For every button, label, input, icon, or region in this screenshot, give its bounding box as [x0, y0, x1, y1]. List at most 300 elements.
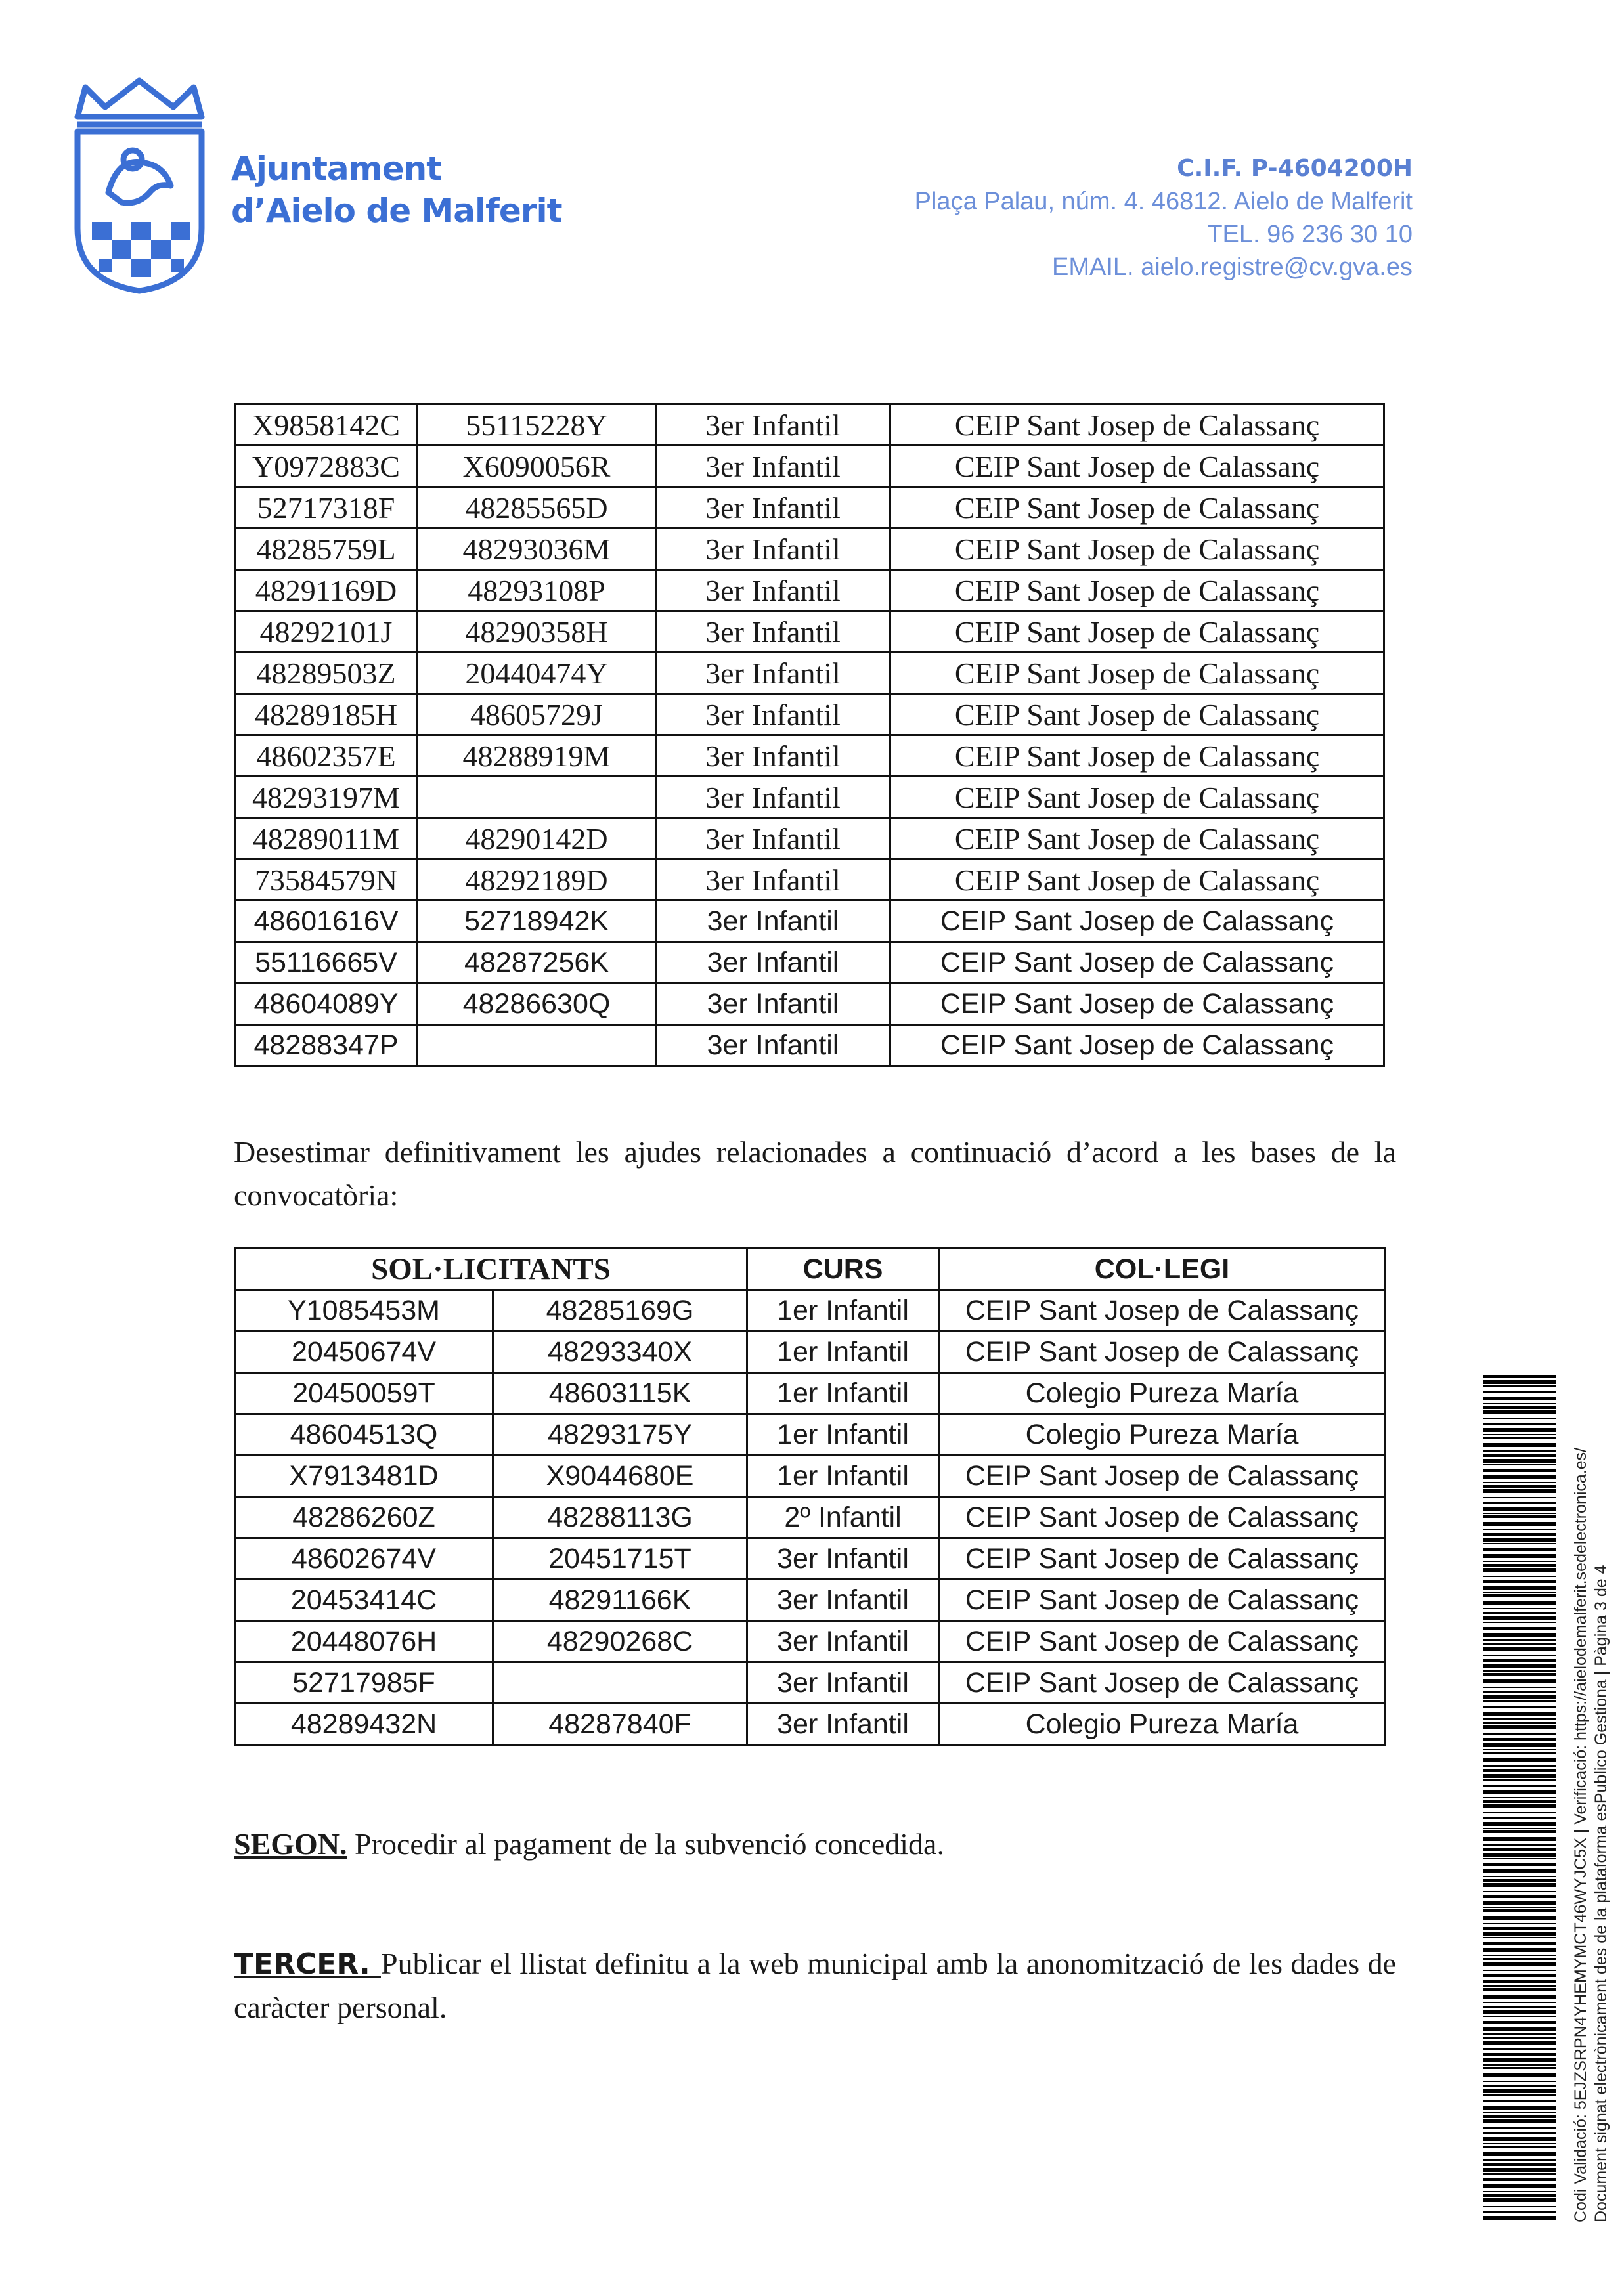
barcode-bar — [1483, 1639, 1556, 1641]
barcode-bar — [1483, 1844, 1556, 1846]
barcode-bar — [1483, 1608, 1556, 1609]
barcode-bar — [1483, 2053, 1556, 2056]
course-cell: 3er Infantil — [656, 611, 890, 653]
applicant-id-2-cell: 52718942K — [418, 901, 656, 942]
applicant-id-2-cell: 48293340X — [493, 1332, 747, 1373]
course-cell: 3er Infantil — [747, 1580, 939, 1621]
applicant-id-1-cell: 48602357E — [235, 735, 418, 777]
table-row — [235, 1332, 1386, 1373]
barcode-bar — [1483, 2016, 1556, 2017]
applicant-id-1-cell: 48289503Z — [235, 653, 418, 694]
barcode-bar — [1483, 1548, 1556, 1551]
applicant-id-2-cell: 48287256K — [418, 942, 656, 984]
course-cell: 3er Infantil — [747, 1538, 939, 1580]
course-cell: 3er Infantil — [656, 570, 890, 611]
barcode-bar — [1483, 1679, 1556, 1683]
barcode-bar — [1483, 1718, 1556, 1720]
applicant-id-2-cell: X9044680E — [493, 1456, 747, 1497]
barcode-bar — [1483, 1712, 1556, 1716]
barcode-bar — [1483, 1974, 1556, 1977]
school-cell: CEIP Sant Josep de Calassanç — [939, 1497, 1386, 1538]
school-cell: Colegio Pureza María — [939, 1373, 1386, 1414]
applicant-id-2-cell — [418, 1025, 656, 1066]
barcode-bar — [1483, 1418, 1556, 1419]
course-cell: 3er Infantil — [656, 653, 890, 694]
rejected-aid-table — [234, 1247, 1386, 1746]
barcode-bar — [1483, 1502, 1556, 1504]
granted-aid-table — [234, 403, 1385, 1067]
barcode-bar — [1483, 1948, 1556, 1952]
table-row — [235, 901, 1384, 942]
school-cell: Colegio Pureza María — [939, 1704, 1386, 1745]
applicant-id-2-cell — [418, 777, 656, 818]
barcode-bar — [1483, 1817, 1556, 1819]
barcode-bar — [1483, 1752, 1556, 1754]
applicant-id-1-cell: 73584579N — [235, 859, 418, 901]
barcode-bar — [1483, 1489, 1556, 1493]
telephone: TEL. 96 236 30 10 — [1207, 221, 1413, 248]
school-cell: CEIP Sant Josep de Calassanç — [890, 529, 1384, 570]
barcode-bar — [1483, 1543, 1556, 1544]
barcode-bar — [1483, 1916, 1556, 1920]
course-cell: 1er Infantil — [747, 1290, 939, 1332]
barcode-bar — [1483, 1423, 1556, 1425]
applicant-id-2-cell: 48290142D — [418, 818, 656, 859]
barcode-bar — [1483, 2152, 1556, 2156]
applicant-id-2-cell: 48292189D — [418, 859, 656, 901]
barcode-bar — [1483, 2073, 1556, 2077]
barcode-bar — [1483, 1554, 1556, 1558]
applicant-id-2-cell: 48288113G — [493, 1497, 747, 1538]
applicant-id-1-cell: 48289011M — [235, 818, 418, 859]
barcode-bar — [1483, 2198, 1556, 2202]
course-cell: 3er Infantil — [656, 487, 890, 529]
barcode-bar — [1483, 1627, 1556, 1630]
table-row — [235, 653, 1384, 694]
barcode-bar — [1483, 1568, 1556, 1572]
barcode-bar — [1483, 2168, 1556, 2172]
barcode-bar — [1483, 1410, 1556, 1414]
barcode-bar — [1483, 1883, 1556, 1887]
barcode-bar — [1483, 1380, 1556, 1384]
barcode-bar — [1483, 2037, 1556, 2039]
header-school: COL·LEGI — [939, 1249, 1386, 1290]
applicant-id-2-cell: 48286630Q — [418, 984, 656, 1025]
barcode-bar — [1483, 1907, 1556, 1908]
tercer-text: Publicar el llistat definitu a la web municipal amb la anonomització de les dades de caràcter personal. — [234, 1947, 1396, 2024]
barcode-bar — [1483, 1670, 1556, 1672]
barcode-bar — [1483, 1428, 1556, 1432]
course-cell: 3er Infantil — [656, 446, 890, 487]
course-cell: 3er Infantil — [656, 777, 890, 818]
course-cell: 3er Infantil — [656, 942, 890, 984]
applicant-id-1-cell: 48293197M — [235, 777, 418, 818]
municipal-shield-logo — [72, 77, 207, 294]
barcode-bar — [1483, 2002, 1556, 2003]
segon-label: SEGON. — [234, 1827, 347, 1861]
table-row — [235, 1290, 1386, 1332]
barcode-bar — [1483, 1580, 1556, 1583]
applicant-id-1-cell: 48291169D — [235, 570, 418, 611]
applicant-id-1-cell: 20450059T — [235, 1373, 493, 1414]
barcode-bar — [1483, 2094, 1556, 2096]
applicant-id-2-cell: 48293036M — [418, 529, 656, 570]
applicant-id-1-cell: 55116665V — [235, 942, 418, 984]
applicant-id-1-cell: 20453414C — [235, 1580, 493, 1621]
applicant-id-2-cell: 48287840F — [493, 1704, 747, 1745]
barcode-bar — [1483, 1469, 1556, 1472]
barcode-bar — [1483, 1937, 1556, 1938]
table-row — [235, 1456, 1386, 1497]
table-row — [235, 735, 1384, 777]
applicant-id-2-cell: 48290358H — [418, 611, 656, 653]
applicant-id-1-cell: 48288347P — [235, 1025, 418, 1066]
table-row — [235, 984, 1384, 1025]
barcode-bar — [1483, 1749, 1556, 1750]
barcode-bar — [1483, 1812, 1556, 1813]
applicant-id-1-cell: X7913481D — [235, 1456, 493, 1497]
barcode-bar — [1483, 1485, 1556, 1488]
barcode-bar — [1483, 1743, 1556, 1747]
applicant-id-2-cell: 48291166K — [493, 1580, 747, 1621]
barcode-bar — [1483, 1594, 1556, 1597]
course-cell: 3er Infantil — [747, 1662, 939, 1704]
barcode-bar — [1483, 1687, 1556, 1688]
barcode-bar — [1483, 1564, 1556, 1567]
barcode-bar — [1483, 1863, 1556, 1866]
barcode-bar — [1483, 1706, 1556, 1708]
table-row — [235, 487, 1384, 529]
applicant-id-1-cell: 52717318F — [235, 487, 418, 529]
course-cell: 3er Infantil — [747, 1704, 939, 1745]
barcode-bar — [1483, 1601, 1556, 1605]
barcode-bar — [1483, 1647, 1556, 1651]
barcode-bar — [1483, 1397, 1556, 1400]
barcode-bar — [1483, 2178, 1556, 2181]
barcode-bar — [1483, 1932, 1556, 1936]
barcode-bar — [1483, 1616, 1556, 1620]
barcode-bar — [1483, 1995, 1556, 1999]
school-cell: CEIP Sant Josep de Calassanç — [939, 1621, 1386, 1662]
barcode-bar — [1483, 1375, 1556, 1378]
barcode-bar — [1483, 1450, 1556, 1452]
applicant-id-1-cell: 48285759L — [235, 529, 418, 570]
course-cell: 3er Infantil — [656, 404, 890, 446]
barcode-bar — [1483, 1800, 1556, 1803]
tercer-label: TERCER. — [234, 1947, 381, 1981]
barcode-bar — [1483, 1437, 1556, 1439]
applicant-id-2-cell: 20451715T — [493, 1538, 747, 1580]
barcode-bar — [1483, 1507, 1556, 1511]
barcode-bar — [1483, 1901, 1556, 1905]
barcode-bar — [1483, 2194, 1556, 2197]
school-cell: CEIP Sant Josep de Calassanç — [939, 1290, 1386, 1332]
barcode-bar — [1483, 1830, 1556, 1833]
cif: C.I.F. P-4604200H — [1177, 155, 1413, 182]
applicant-id-2-cell: 48285169G — [493, 1290, 747, 1332]
applicant-id-1-cell: Y0972883C — [235, 446, 418, 487]
course-cell: 3er Infantil — [656, 529, 890, 570]
barcode-bar — [1483, 1464, 1556, 1465]
validation-barcode — [1483, 1375, 1556, 2222]
applicant-id-2-cell: 48290268C — [493, 1621, 747, 1662]
barcode-bar — [1483, 2067, 1556, 2069]
barcode-bar — [1483, 2137, 1556, 2141]
barcode-bar — [1483, 1758, 1556, 1762]
barcode-bar — [1483, 2163, 1556, 2166]
course-cell: 1er Infantil — [747, 1456, 939, 1497]
barcode-bar — [1483, 1691, 1556, 1693]
barcode-bar — [1483, 2027, 1556, 2031]
applicant-id-1-cell: 48292101J — [235, 611, 418, 653]
barcode-bar — [1483, 1779, 1556, 1781]
barcode-bar — [1483, 1765, 1556, 1767]
school-cell: CEIP Sant Josep de Calassanç — [890, 1025, 1384, 1066]
applicant-id-2-cell — [493, 1662, 747, 1704]
table-row — [235, 1704, 1386, 1745]
barcode-bar — [1483, 2064, 1556, 2066]
table-row — [235, 446, 1384, 487]
barcode-bar — [1483, 1459, 1556, 1463]
applicant-id-2-cell: 48288919M — [418, 735, 656, 777]
barcode-bar — [1483, 2191, 1556, 2192]
barcode-bar — [1483, 1576, 1556, 1577]
applicant-id-2-cell: 55115228Y — [418, 404, 656, 446]
applicant-id-1-cell: X9858142C — [235, 404, 418, 446]
municipality-name — [231, 148, 562, 232]
barcode-bar — [1483, 1695, 1556, 1699]
barcode-bar — [1483, 2106, 1556, 2110]
barcode-bar — [1483, 1879, 1556, 1882]
applicant-id-1-cell: 52717985F — [235, 1662, 493, 1704]
barcode-bar — [1483, 1538, 1556, 1542]
brand-line-2: d’Aielo de Malferit — [231, 192, 562, 230]
table-row — [235, 1621, 1386, 1662]
barcode-bar — [1483, 2146, 1556, 2148]
applicant-id-2-cell: 48285565D — [418, 487, 656, 529]
course-cell: 1er Infantil — [747, 1414, 939, 1456]
table-row — [235, 818, 1384, 859]
applicant-id-2-cell: X6090056R — [418, 446, 656, 487]
second-resolution — [234, 1823, 1396, 1866]
table-row — [235, 529, 1384, 570]
validation-text — [1571, 1448, 1612, 2222]
course-cell: 3er Infantil — [656, 1025, 890, 1066]
course-cell: 2º Infantil — [747, 1497, 939, 1538]
school-cell: CEIP Sant Josep de Calassanç — [939, 1332, 1386, 1373]
applicant-id-1-cell: 48604089Y — [235, 984, 418, 1025]
table-row — [235, 694, 1384, 735]
school-cell: CEIP Sant Josep de Calassanç — [890, 694, 1384, 735]
school-cell: CEIP Sant Josep de Calassanç — [890, 777, 1384, 818]
barcode-bar — [1483, 1988, 1556, 1991]
course-cell: 3er Infantil — [656, 901, 890, 942]
barcode-bar — [1483, 1434, 1556, 1435]
school-cell: CEIP Sant Josep de Calassanç — [890, 404, 1384, 446]
school-cell: CEIP Sant Josep de Calassanç — [890, 446, 1384, 487]
barcode-bar — [1483, 1804, 1556, 1808]
header-applicants: SOL·LICITANTS — [235, 1249, 747, 1290]
table-row — [235, 1373, 1386, 1414]
course-cell: 3er Infantil — [656, 859, 890, 901]
barcode-bar — [1483, 1673, 1556, 1676]
barcode-bar — [1483, 1664, 1556, 1668]
brand-line-1: Ajuntament — [231, 150, 442, 188]
barcode-bar — [1483, 1797, 1556, 1798]
school-cell: CEIP Sant Josep de Calassanç — [890, 487, 1384, 529]
course-cell: 1er Infantil — [747, 1373, 939, 1414]
table-row — [235, 1497, 1386, 1538]
barcode-bar — [1483, 1586, 1556, 1590]
table-row — [235, 859, 1384, 901]
barcode-bar — [1483, 1733, 1556, 1735]
barcode-bar — [1483, 1475, 1556, 1479]
validation-line-1: Codi Validació: 5EJZSRPN4YHEMYMCT46WYJC5X | Verificació: https://aielodemalferit.sedelectronica.es/ — [1571, 1447, 1590, 2222]
barcode-bar — [1483, 1515, 1556, 1518]
applicant-id-2-cell: 48293175Y — [493, 1414, 747, 1456]
applicant-id-1-cell: 48289185H — [235, 694, 418, 735]
school-cell: CEIP Sant Josep de Calassanç — [890, 942, 1384, 984]
barcode-bar — [1483, 1612, 1556, 1614]
barcode-bar — [1483, 1533, 1556, 1536]
barcode-bar — [1483, 2006, 1556, 2008]
barcode-bar — [1483, 2184, 1556, 2188]
header-course: CURS — [747, 1249, 939, 1290]
barcode-bar — [1483, 2085, 1556, 2087]
barcode-bar — [1483, 1869, 1556, 1873]
barcode-bar — [1483, 1643, 1556, 1645]
barcode-bar — [1483, 2112, 1556, 2113]
barcode-bar — [1483, 2216, 1556, 2220]
table-header-row — [235, 1249, 1386, 1290]
course-cell: 3er Infantil — [656, 694, 890, 735]
barcode-bar — [1483, 2058, 1556, 2062]
barcode-bar — [1483, 2119, 1556, 2123]
barcode-bar — [1483, 1923, 1556, 1924]
barcode-bar — [1483, 2159, 1556, 2161]
barcode-bar — [1483, 2010, 1556, 2014]
barcode-bar — [1483, 1822, 1556, 1826]
barcode-bar — [1483, 1980, 1556, 1983]
validation-line-2: Document signat electrònicament des de la plataforma esPublico Gestiona | Pàgina 3 de 4 — [1592, 1565, 1610, 2222]
barcode-bar — [1483, 1769, 1556, 1772]
barcode-bar — [1483, 1529, 1556, 1530]
barcode-bar — [1483, 2132, 1556, 2134]
barcode-bar — [1483, 1497, 1556, 1498]
course-cell: 3er Infantil — [656, 984, 890, 1025]
table-row — [235, 611, 1384, 653]
contact-block — [915, 152, 1413, 284]
school-cell: CEIP Sant Josep de Calassanç — [890, 984, 1384, 1025]
barcode-bar — [1483, 1722, 1556, 1724]
applicant-id-2-cell: 48293108P — [418, 570, 656, 611]
school-cell: CEIP Sant Josep de Calassanç — [890, 653, 1384, 694]
barcode-bar — [1483, 1561, 1556, 1562]
barcode-bar — [1483, 2115, 1556, 2118]
barcode-bar — [1483, 1853, 1556, 1857]
barcode-bar — [1483, 2127, 1556, 2129]
barcode-bar — [1483, 1443, 1556, 1447]
barcode-bar — [1483, 1482, 1556, 1483]
school-cell: CEIP Sant Josep de Calassanç — [890, 901, 1384, 942]
barcode-bar — [1483, 1659, 1556, 1662]
address: Plaça Palau, núm. 4. 46812. Aielo de Malferit — [914, 188, 1413, 215]
barcode-bar — [1483, 1774, 1556, 1778]
barcode-bar — [1483, 1738, 1556, 1741]
applicant-id-1-cell: 48604513Q — [235, 1414, 493, 1456]
applicant-id-1-cell: Y1085453M — [235, 1290, 493, 1332]
school-cell: CEIP Sant Josep de Calassanç — [890, 735, 1384, 777]
course-cell: 3er Infantil — [656, 818, 890, 859]
barcode-bar — [1483, 1962, 1556, 1966]
barcode-bar — [1483, 1633, 1556, 1637]
table-row — [235, 1580, 1386, 1621]
barcode-bar — [1483, 1406, 1556, 1409]
school-cell: CEIP Sant Josep de Calassanç — [939, 1538, 1386, 1580]
barcode-bar — [1483, 1592, 1556, 1593]
barcode-bar — [1483, 1655, 1556, 1656]
barcode-bar — [1483, 1927, 1556, 1930]
barcode-bar — [1483, 1403, 1556, 1404]
barcode-bar — [1483, 1700, 1556, 1702]
barcode-bar — [1483, 2081, 1556, 2082]
barcode-bar — [1483, 1837, 1556, 1841]
barcode-bar — [1483, 1891, 1556, 1892]
barcode-bar — [1483, 1385, 1556, 1387]
barcode-bar — [1483, 1955, 1556, 1956]
barcode-bar — [1483, 1985, 1556, 1987]
barcode-bar — [1483, 1785, 1556, 1787]
barcode-bar — [1483, 1454, 1556, 1457]
table-row — [235, 1025, 1384, 1066]
rejection-intro: Desestimar definitivament les ajudes relacionades a continuació d’acord a les bases de la convocatòria: — [234, 1135, 1396, 1212]
school-cell: CEIP Sant Josep de Calassanç — [890, 818, 1384, 859]
school-cell: CEIP Sant Josep de Calassanç — [939, 1456, 1386, 1497]
barcode-bar — [1483, 1848, 1556, 1851]
barcode-bar — [1483, 1522, 1556, 1526]
table-row — [235, 777, 1384, 818]
course-cell: 1er Infantil — [747, 1332, 939, 1373]
applicant-id-1-cell: 20450674V — [235, 1332, 493, 1373]
barcode-bar — [1483, 2048, 1556, 2050]
applicant-id-1-cell: 48286260Z — [235, 1497, 493, 1538]
table-row — [235, 404, 1384, 446]
barcode-bar — [1483, 2143, 1556, 2144]
barcode-bar — [1483, 1828, 1556, 1829]
barcode-bar — [1483, 1622, 1556, 1623]
barcode-bar — [1483, 2206, 1556, 2207]
barcode-bar — [1483, 2211, 1556, 2213]
barcode-bar — [1483, 1790, 1556, 1794]
course-cell: 3er Infantil — [656, 735, 890, 777]
applicant-id-2-cell: 20440474Y — [418, 653, 656, 694]
table-row — [235, 1538, 1386, 1580]
course-cell: 3er Infantil — [747, 1621, 939, 1662]
barcode-bar — [1483, 1895, 1556, 1898]
school-cell: CEIP Sant Josep de Calassanç — [890, 570, 1384, 611]
table-row — [235, 942, 1384, 984]
email: EMAIL. aielo.registre@cv.gva.es — [1052, 253, 1413, 281]
school-cell: Colegio Pureza María — [939, 1414, 1386, 1456]
barcode-bar — [1483, 1858, 1556, 1859]
table-row — [235, 1414, 1386, 1456]
barcode-bar — [1483, 1391, 1556, 1393]
barcode-bar — [1483, 1909, 1556, 1912]
applicant-id-1-cell: 48602674V — [235, 1538, 493, 1580]
applicant-id-1-cell: 48601616V — [235, 901, 418, 942]
table-row — [235, 570, 1384, 611]
barcode-bar — [1483, 2089, 1556, 2093]
